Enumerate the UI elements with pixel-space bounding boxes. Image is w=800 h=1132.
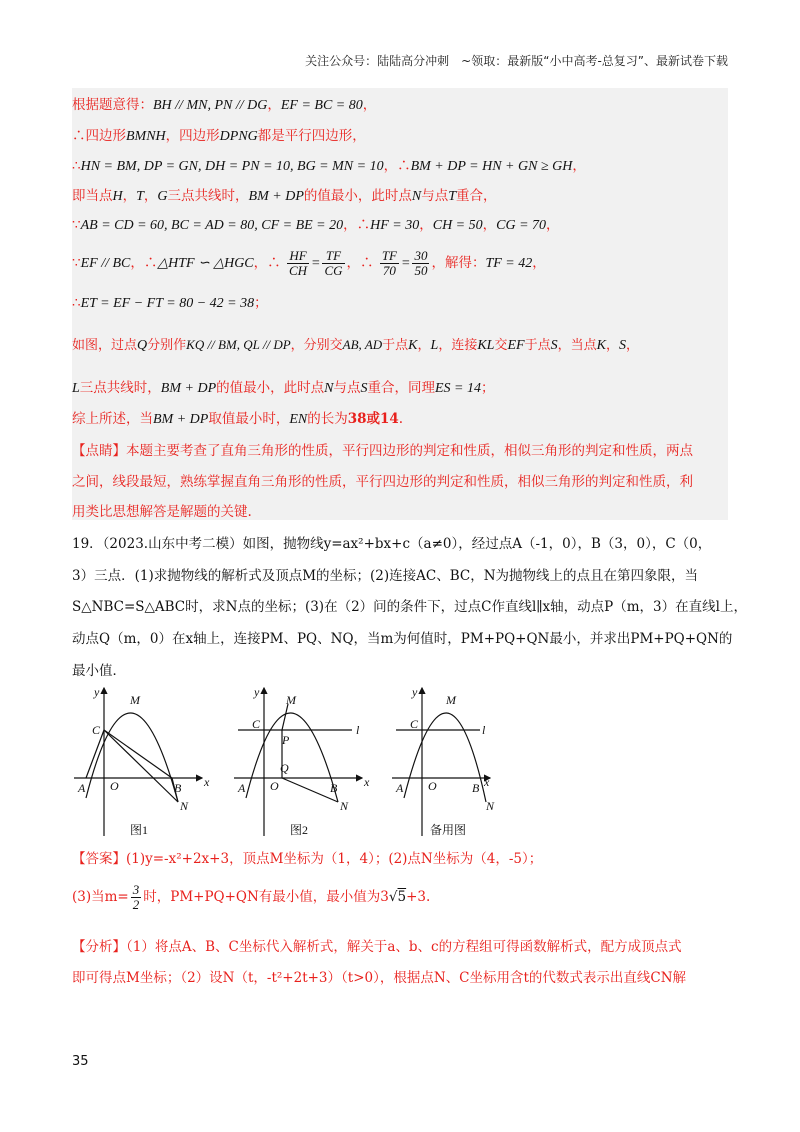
answer-fraction: $\frac{3}{2}$	[132, 882, 140, 912]
fig1-label-c: C	[92, 723, 101, 737]
sqrt-symbol: √	[388, 889, 398, 905]
figure-2	[234, 688, 362, 836]
problem-line-3: S△NBC=S△ABC时，求N点的坐标；(3)在（2）问的条件下，过点C作直线l∥x轴，动点P（m，3）在直线l上，	[72, 599, 747, 615]
fig3-label-m: M	[446, 693, 456, 707]
fig2-segment-pm	[282, 704, 288, 730]
fig2-label-a: A	[238, 781, 246, 795]
fig3-label-b: B	[472, 781, 480, 795]
answer-line-1: 【答案】(1)y=-x²+2x+3，顶点M坐标为（1，4）；(2)点N坐标为（4，-5）；	[72, 851, 543, 867]
figure-1	[74, 688, 202, 836]
figure-3	[392, 688, 490, 836]
fig1-label-x: x	[204, 775, 210, 789]
fig2-label-q: Q	[280, 761, 289, 775]
solution-line-3: ∴HN = BM, DP = GN, DH = PN = 10, BG = MN = 10，∴BM + DP = HN + GN ≥ GH，	[72, 158, 586, 174]
fig3-label-y: y	[412, 685, 418, 699]
solution-line-4: 即当点H，T，G三点共线时，BM + DP的值最小，此时点N与点T重合，	[72, 188, 497, 204]
fig2-label-m: M	[286, 693, 296, 707]
solution-line-8: 如图，过点Q分别作KQ // BM, QL // DP，分别交AB, AD于点K，L，连接KL交EF于点S，当点K，S，	[72, 337, 639, 353]
solution-line-9: L三点共线时，BM + DP的值最小，此时点N与点S重合，同理ES = 14；	[72, 380, 495, 396]
fig2-label-x: x	[364, 775, 370, 789]
note-line-2: 之间，线段最短，熟练掌握直角三角形的性质，平行四边形的判定和性质，相似三角形的判定和性质，利	[72, 474, 693, 490]
page-header: 关注公众号：陆陆高分冲刺 ~领取：最新版“小中高考-总复习”、最新试卷下载	[305, 54, 728, 68]
fig1-label-y: y	[94, 685, 100, 699]
solution-line-6: ∵EF // BC，∴△HTF ∽ △HGC，∴ $\frac{HF}{CH}$ = $\frac{TF}{CG}$ ，∴ $\frac{TF}{70}$ = $\frac{30}{50}$ ，解得：TF = 42，	[72, 248, 546, 278]
fig3-label-o: O	[428, 779, 437, 793]
page-number: 35	[72, 1054, 89, 1069]
fig2-caption: 图2	[290, 823, 309, 837]
fig2-label-c: C	[252, 717, 261, 731]
fig3-label-a: A	[396, 781, 404, 795]
fig2-label-b: B	[330, 781, 338, 795]
answer-line-2: (3)当m= $\frac{3}{2}$ 时，PM+PQ+QN有最小值，最小值为3√5+3.	[72, 882, 431, 912]
fig1-label-m: M	[130, 693, 140, 707]
problem-line-4: 动点Q（m，0）在x轴上，连接PM、PQ、NQ，当m为何值时，PM+PQ+QN最小，并求出PM+PQ+QN的	[72, 631, 733, 647]
fraction-30-50: $\frac{30}{50}$	[414, 248, 428, 278]
fig2-label-p: P	[282, 733, 290, 747]
fig1-segment-ac	[86, 730, 104, 778]
fig3-label-c: C	[410, 717, 419, 731]
fig1-caption: 图1	[130, 823, 149, 837]
problem-line-5: 最小值．	[72, 663, 126, 679]
solution-line-2: ∴四边形BMNH，四边形DPNG都是平行四边形，	[72, 128, 366, 144]
fig2-label-n: N	[340, 799, 349, 813]
problem-line-1: 19．（2023.山东中考二模）如图，抛物线y=ax²+bx+c（a≠0），经过点A（-1，0），B（3，0），C（0，	[72, 536, 712, 552]
fig1-label-o: O	[110, 779, 119, 793]
fraction-tf-cg: $\frac{TF}{CG}$	[324, 248, 343, 278]
problem-line-2: 3）三点．(1)求抛物线的解析式及顶点M的坐标；(2)连接AC、BC，N为抛物线上的点且在第四象限，当	[72, 568, 699, 584]
fig1-label-a: A	[78, 781, 86, 795]
solution-line-5: ∵AB = CD = 60, BC = AD = 80, CF = BE = 20，∴HF = 30，CH = 50，CG = 70，	[72, 217, 560, 233]
fig3-caption: 备用图	[430, 823, 467, 837]
analysis-line-2: 即可得点M坐标；（2）设N（t，-t²+2t+3）（t>0），根据点N、C坐标用含t的代数式表示出直线CN解	[72, 970, 687, 986]
fig2-label-y: y	[254, 685, 260, 699]
fig3-label-x: x	[484, 775, 490, 789]
note-line-3: 用类比思想解答是解题的关键.	[72, 504, 252, 520]
fig2-label-o: O	[270, 779, 279, 793]
fig1-label-b: B	[174, 781, 182, 795]
fig1-label-n: N	[180, 799, 189, 813]
note-line-1: 【点睛】本题主要考查了直角三角形的性质，平行四边形的判定和性质，相似三角形的判定和性质，两点	[72, 443, 693, 459]
fig3-label-n: N	[486, 799, 495, 813]
solution-line-1: 根据题意得：BH // MN, PN // DG，EF = BC = 80，	[72, 97, 377, 113]
solution-line-7: ∴ET = EF − FT = 80 − 42 = 38；	[72, 295, 268, 311]
fig3-label-l: l	[482, 723, 486, 737]
problem-figures	[72, 685, 495, 846]
fraction-tf-70: $\frac{TF}{70}$	[381, 248, 397, 278]
analysis-line-1: 【分析】（1）将点A、B、C坐标代入解析式，解关于a、b、c的方程组可得函数解析式，配方成顶点式	[72, 939, 682, 955]
solution-line-10: 综上所述，当BM + DP取值最小时，EN的长为38或14.	[72, 411, 404, 427]
fig1-segment-cb	[104, 730, 172, 778]
fig2-label-l: l	[356, 723, 360, 737]
fraction-hf-ch: $\frac{HF}{CH}$	[288, 248, 308, 278]
